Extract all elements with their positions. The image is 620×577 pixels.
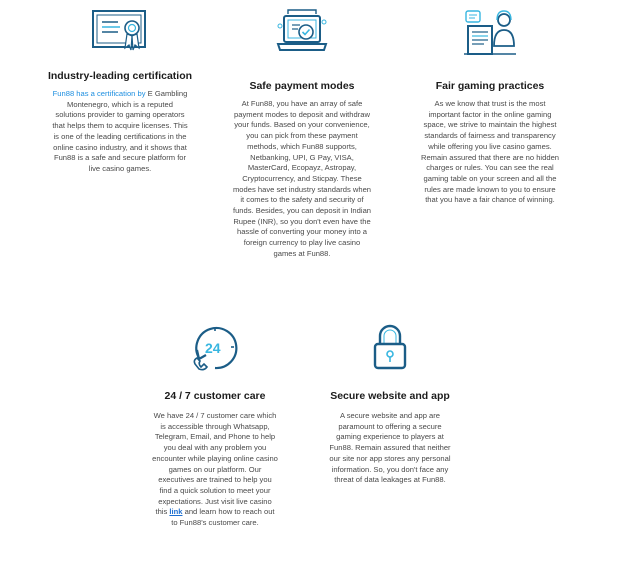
feature-certification [40,0,200,175]
feature-fair-gaming [410,0,570,206]
certification-highlight: Fun88 has a certification by [52,89,146,98]
feature-title: 24 / 7 customer care [164,390,266,402]
feature-title: Fair gaming practices [435,80,545,92]
24-7-support-icon [189,322,241,372]
fair-gaming-agent-icon [462,8,518,58]
feature-description: Fun88 has a certification by E Gambling Montenegro, which is a reputed solutions provider to gaming operators that helps them to acquire licenses. This is one of the leading certifications in the online casino industry, and it shows that Fun88 is a safe and secure platform for live casino games. [52,89,188,173]
feature-title: Secure website and app [330,390,450,402]
feature-description: We have 24 / 7 customer care which is accessible through Whatsapp, Telegram, Email, and Phone to help you deal with any problem you encounter while playing online casino games on our platform. Our executives are trained to help you find a quick solution to meet your expectations. Just visit live casino this link and learn how to reach out to Fun88's customer care. [152,411,278,528]
feature-secure-website [316,322,464,486]
feature-customer-care [140,322,290,529]
customer-care-link[interactable]: link [169,507,183,517]
feature-description: As we know that trust is the most important factor in the online gaming space, we strive to maintain the highest standards of fairness and transparency while offering you live casino games. Remain assured that there are no hidden charges or rules. You can see the real gaming table on your screen and all the rules are made known to you to ensure that you have a fair chance of winning. [420,99,560,205]
padlock-icon [370,322,410,372]
feature-title: Industry-leading certification [47,70,193,82]
svg-text:24: 24 [205,340,221,356]
feature-description: A secure website and app are paramount to offering a secure gaming experience to players at Fun88. Remain assured that neither our site nor app stores any personal information. So, you don't face any threat of data leakages at Fun88. [329,411,451,485]
feature-title: Safe payment modes [249,80,355,92]
feature-description: At Fun88, you have an array of safe payment modes to deposit and withdraw your funds. Based on your convenience, you can pick from these payment methods, which Fun88 supports, Netbanking, UPI, G Pay, VISA, MasterCard, Ecopayz, Astropay, Cryptocurrency, and Sticpay. These modes have set industry standards when it comes to the safety and security of funds. Besides, you can deposit in Indian Rupee (INR), so you don't even have the hassle of converting your money into a foreign currency to play live casino games at Fun88. [232,99,372,258]
feature-payment [228,0,376,260]
secure-payment-laptop-icon [274,8,330,58]
certificate-icon [90,8,150,54]
